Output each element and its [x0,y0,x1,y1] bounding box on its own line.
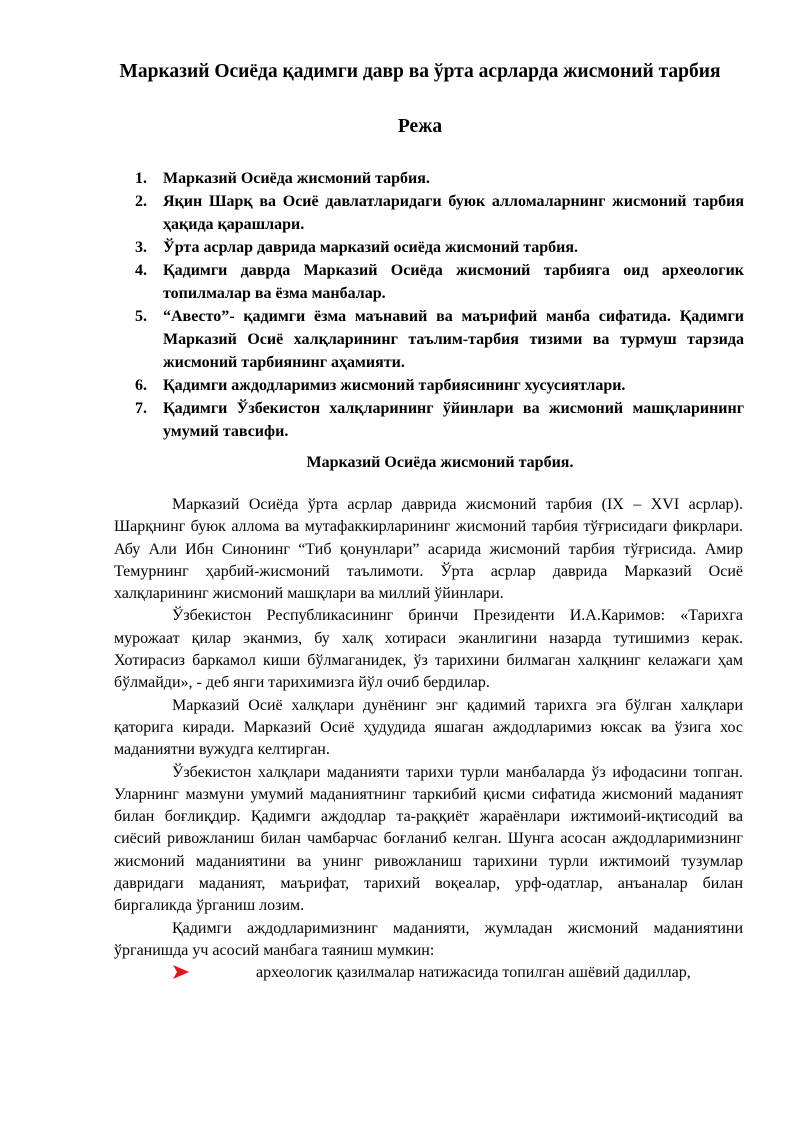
plan-item-number: 6. [135,377,147,394]
plan-item-text: Яқин Шарқ ва Осиё давлатларидаги буюк алломаларнинг жисмоний тарбия ҳақида қарашлари. [163,193,744,233]
plan-item [132,167,744,190]
plan-item [132,259,744,305]
paragraph: Марказий Осиёда ўрта асрлар даврида жисмоний тарбия (IX – XVI асрлар). Шарқнинг буюк аллома ва мутафаккирларининг жисмоний тарбия тўғрисидаги фикрлари. Абу Али Ибн Синонинг “Тиб қонунлари” асарида жисмоний тарбия тўғрисида. Амир Темурнинг ҳарбий-жисмоний таълимоти. Ўрта асрлар даврида Марказий Осиё халқларининг жисмоний машқлари ва миллий ўйинлари. [114,496,743,603]
plan-item-number: 3. [135,239,147,256]
body-text [114,494,743,985]
document-title: Марказий Осиёда қадимги давр ва ўрта асрларда жисмоний тарбия [119,61,721,82]
section-heading: Марказий Осиёда жисмоний тарбия. [306,454,574,471]
plan-item-text: Қадимги аждодларимиз жисмоний тарбиясининг хусусиятлари. [163,377,626,394]
bullet-item [114,962,743,984]
plan-item-text: Қадимги даврда Марказий Осиёда жисмоний тарбияга оид археологик топилмалар ва ёзма манбалар. [163,262,744,302]
plan-item [132,374,744,397]
plan-item [132,236,744,259]
arrowhead-bullet-icon [172,964,190,980]
plan-item-text: Қадимги Ўзбекистон халқларининг ўйинлари ва жисмоний машқларининг умумий тавсифи. [163,400,744,440]
plan-item-text: Марказий Осиёда жисмоний тарбия. [163,170,430,187]
bullet-item-text: археологик қазилмалар натижасида топилган ашёвий дадиллар, [256,964,691,982]
plan-item-number: 1. [135,170,147,187]
plan-item [132,190,744,236]
plan-heading: Режа [397,116,443,137]
plan-item [132,305,744,374]
plan-item-number: 2. [135,193,147,210]
paragraph: Марказий Осиё халқлари дунёнинг энг қадимий тарихга эга бўлган халқлари қаторига киради. Марказий Осиё ҳудудида яшаган аждодларимиз юксак ва ўзига хос маданиятни вужудга келтирган. [114,696,743,759]
paragraph: Ўзбекистон Республикасининг бринчи Президенти И.А.Каримов: «Тарихга мурожаат қилар эканмиз, бу халқ хотираси эканлигини назарда тутишимиз керак. Хотирасиз баркамол киши бўлмаганидек, ўз тарихини билмаган халқнинг келажаги ҳам бўлмайди», - деб янги тарихимизга йўл очиб бердилар. [114,607,743,692]
plan-list [132,167,744,443]
plan-item-number: 4. [135,262,147,279]
paragraph: Ўзбекистон халқлари маданияти тарихи турли манбаларда ўз ифодасини топган. Уларнинг мазмуни умумий маданиятнинг таркибий қисми сифатида жисмоний маданият билан боғлиқдир. Қадимги аждодлар та-раққиёт жараёнлари ижтимоий-иқтисодий ва сиёсий ривожланиш билан чамбарчас боғланиб келган. Шунга асосан аждодларимизнинг жисмоний маданиятини ва унинг ривожланиш тарихини турли ижтимоий тузумлар давридаги маданият, маърифат, тарихий воқеалар, урф-одатлар, анъаналар билан биргаликда ўрганиш лозим. [114,763,743,915]
paragraph: Қадимги аждодларимизнинг маданияти, жумладан жисмоний маданиятини ўрганишда уч асосий манбага таяниш мумкин: [114,919,743,959]
plan-item-text: “Авесто”- қадимги ёзма маънавий ва маърифий манба сифатида. Қадимги Марказий Осиё халқларининг таълим-тарбия тизими ва турмуш тарзида жисмоний тарбиянинг аҳамияти. [163,308,744,371]
plan-item-text: Ўрта асрлар даврида марказий осиёда жисмоний тарбия. [163,239,579,256]
plan-item-number: 7. [135,400,147,417]
plan-item [132,397,744,443]
plan-item-number: 5. [135,308,147,325]
